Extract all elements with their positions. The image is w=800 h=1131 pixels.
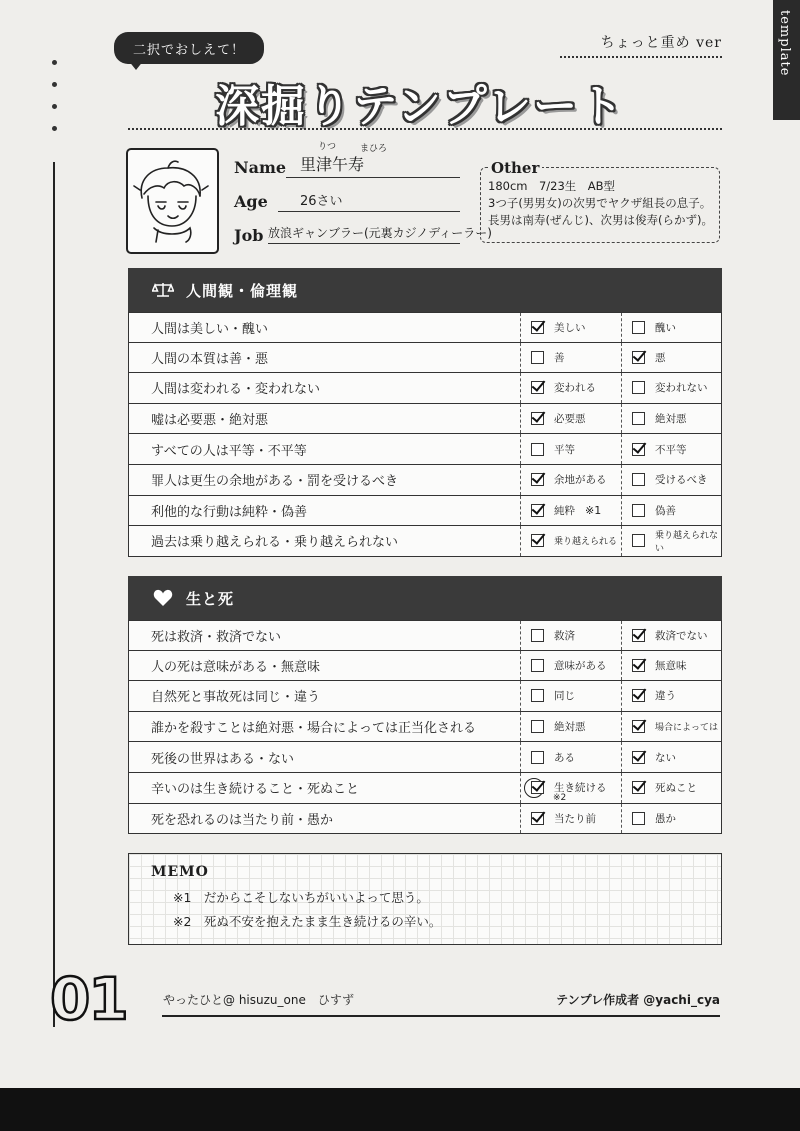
question-row (128, 526, 722, 557)
page-title: 深掘りテンプレート (215, 81, 626, 132)
age-underline (278, 211, 460, 212)
question-text: 罪人は更生の余地がある・罰を受けるべき (129, 465, 521, 495)
question-row (128, 712, 722, 743)
option-a[interactable] (521, 465, 621, 495)
option-label: 無意味 (655, 659, 687, 672)
option-label: 悪 (655, 351, 666, 364)
question-text: 死を恐れるのは当たり前・愚か (129, 804, 521, 834)
checkbox[interactable] (531, 629, 544, 642)
checkbox[interactable] (531, 689, 544, 702)
job-label: Job (234, 226, 264, 245)
name-underline (286, 177, 460, 178)
question-text: 嘘は必要悪・絶対悪 (129, 404, 521, 434)
section-title: 人間観・倫理観 (186, 281, 299, 300)
job-underline (268, 243, 460, 244)
question-text: 辛いのは生き続けること・死ぬこと (129, 773, 521, 803)
bottom-bar (0, 1088, 800, 1131)
option-a[interactable] (521, 651, 621, 681)
option-label: 純粋 (554, 504, 575, 517)
memo-line: ※1 だからこそしないちがいいよって思う。 (173, 890, 429, 905)
question-row (128, 496, 722, 527)
name-label: Name (234, 158, 287, 177)
decor-dot (52, 60, 57, 65)
other-line: 3つ子(男男女)の次男でヤクザ組長の息子。 (488, 196, 712, 210)
memo-line: ※2 死ぬ不安を抱えたまま生き続けるの辛い。 (173, 914, 442, 929)
option-a[interactable] (521, 712, 621, 742)
option-label: 場合によっては (655, 723, 719, 734)
page-number: 01 (50, 965, 127, 1033)
bubble-tail (128, 60, 144, 70)
footnote-mark: ※2 (553, 792, 567, 803)
option-label: 違う (655, 690, 676, 703)
checked-checkbox[interactable] (531, 473, 544, 486)
question-list (128, 312, 722, 557)
checked-checkbox[interactable] (531, 812, 544, 825)
option-b[interactable] (621, 404, 721, 434)
option-label: 死ぬこと (655, 782, 697, 795)
checked-checkbox[interactable] (531, 781, 544, 794)
checked-checkbox[interactable] (632, 443, 645, 456)
question-row (128, 312, 722, 343)
section-life-death (128, 576, 722, 834)
option-label: 乗り越えられる (554, 537, 618, 548)
other-notes (488, 178, 718, 229)
question-row (128, 404, 722, 435)
age-label: Age (234, 192, 268, 211)
option-label: 平等 (554, 443, 575, 456)
option-a[interactable] (521, 773, 621, 803)
option-label: 受けるべき (655, 474, 708, 487)
option-a[interactable] (521, 496, 621, 526)
name-furigana: りつ (318, 142, 337, 152)
option-a[interactable] (521, 373, 621, 403)
section-title: 生と死 (186, 589, 235, 608)
checkbox[interactable] (531, 351, 544, 364)
question-row (128, 434, 722, 465)
checked-checkbox[interactable] (531, 412, 544, 425)
memo-title: MEMO (151, 864, 209, 880)
avatar (126, 148, 219, 254)
template-tab (773, 0, 800, 120)
option-b[interactable] (621, 712, 721, 742)
memo-box (128, 853, 722, 945)
question-text: 人間は美しい・醜い (129, 313, 521, 342)
header-bubble: 二択でおしえて！ (114, 32, 264, 64)
option-b[interactable] (621, 526, 721, 556)
question-row (128, 343, 722, 374)
option-a[interactable] (521, 526, 621, 556)
option-label: 醜い (655, 321, 676, 334)
option-label: ある (554, 751, 575, 764)
option-label: 絶対悪 (655, 413, 687, 426)
option-b[interactable] (621, 651, 721, 681)
question-text: 死は救済・救済でない (129, 621, 521, 650)
option-label: 美しい (554, 321, 586, 334)
option-a[interactable] (521, 681, 621, 711)
option-b[interactable] (621, 621, 721, 650)
question-text: すべての人は平等・不平等 (129, 434, 521, 464)
checkbox[interactable] (632, 504, 645, 517)
option-label: 同じ (554, 690, 575, 703)
checkbox[interactable] (632, 381, 645, 394)
title-divider (128, 128, 722, 130)
option-label: ない (655, 751, 676, 764)
option-b[interactable] (621, 804, 721, 834)
option-b[interactable] (621, 681, 721, 711)
checked-checkbox[interactable] (531, 504, 544, 517)
decor-dot (52, 126, 57, 131)
question-text: 人の死は意味がある・無意味 (129, 651, 521, 681)
question-text: 誰かを殺すことは絶対悪・場合によっては正当化される (129, 712, 521, 742)
done-by: やったひと@ hisuzu_one ひすず (163, 993, 354, 1007)
option-label: 乗り越えられない (655, 530, 719, 554)
question-row (128, 681, 722, 712)
checked-checkbox[interactable] (632, 751, 645, 764)
checked-checkbox[interactable] (632, 720, 645, 733)
other-label: Other (488, 159, 542, 177)
option-label: 絶対悪 (554, 721, 586, 734)
option-label: 善 (554, 351, 565, 364)
option-a[interactable] (521, 742, 621, 772)
side-rule (53, 162, 55, 1027)
question-text: 過去は乗り越えられる・乗り越えられない (129, 526, 521, 556)
question-row (128, 620, 722, 651)
option-a[interactable] (521, 621, 621, 650)
question-row (128, 773, 722, 804)
job-value: 放浪ギャンブラー(元裏カジノディーラー) (268, 226, 492, 240)
scales-icon (152, 281, 174, 299)
section-header (128, 268, 722, 312)
checked-checkbox[interactable] (632, 781, 645, 794)
checked-checkbox[interactable] (632, 629, 645, 642)
option-b[interactable] (621, 742, 721, 772)
template-tab-label: template (777, 10, 792, 77)
age-value: 26さい (300, 194, 343, 209)
question-text: 死後の世界はある・ない (129, 742, 521, 772)
option-label: 救済でない (655, 629, 708, 642)
option-a[interactable] (521, 343, 621, 373)
checkbox[interactable] (531, 659, 544, 672)
character-sketch-icon (128, 150, 217, 252)
question-text: 人間の本質は善・悪 (129, 343, 521, 373)
name-furigana: まひろ (360, 144, 388, 154)
option-label: 愚か (655, 812, 676, 825)
checked-checkbox[interactable] (632, 659, 645, 672)
section-ethics (128, 268, 722, 557)
checkbox[interactable] (632, 412, 645, 425)
option-label: 意味がある (554, 659, 607, 672)
decor-dot (52, 82, 57, 87)
heart-icon (152, 589, 174, 607)
question-row (128, 651, 722, 682)
question-row (128, 742, 722, 773)
checkbox[interactable] (531, 720, 544, 733)
question-row (128, 465, 722, 496)
option-label: 余地がある (554, 474, 607, 487)
checked-checkbox[interactable] (531, 321, 544, 334)
checked-checkbox[interactable] (632, 351, 645, 364)
option-label: 変われる (554, 382, 596, 395)
checked-checkbox[interactable] (531, 381, 544, 394)
checkbox[interactable] (632, 812, 645, 825)
section-header (128, 576, 722, 620)
question-row (128, 804, 722, 835)
header-subtitle: ちょっと重め ver (560, 32, 722, 58)
checked-checkbox[interactable] (531, 534, 544, 547)
footnote-mark: ※1 (585, 503, 602, 517)
option-label: 変われない (655, 382, 708, 395)
option-b[interactable] (621, 773, 721, 803)
checked-checkbox[interactable] (632, 689, 645, 702)
checkbox[interactable] (531, 443, 544, 456)
option-label: 偽善 (655, 504, 676, 517)
option-a[interactable] (521, 434, 621, 464)
question-row (128, 373, 722, 404)
option-a[interactable] (521, 804, 621, 834)
option-label: 不平等 (655, 443, 687, 456)
option-label: 生き続ける (554, 782, 607, 795)
checkbox[interactable] (632, 534, 645, 547)
checkbox[interactable] (632, 321, 645, 334)
option-b[interactable] (621, 434, 721, 464)
option-b[interactable] (621, 313, 721, 342)
option-b[interactable] (621, 373, 721, 403)
checkbox[interactable] (531, 751, 544, 764)
name-value: 里津午寿 (300, 155, 365, 174)
decor-dot (52, 104, 57, 109)
option-b[interactable] (621, 465, 721, 495)
question-text: 自然死と事故死は同じ・違う (129, 681, 521, 711)
question-text: 人間は変われる・変われない (129, 373, 521, 403)
footer-rule (162, 1015, 720, 1017)
option-a[interactable] (521, 313, 621, 342)
other-line: 180cm 7/23生 AB型 (488, 179, 616, 193)
option-label: 当たり前 (554, 812, 596, 825)
other-line: 長男は南寿(ぜんじ)、次男は俊寿(らかず)。 (488, 213, 713, 227)
option-b[interactable] (621, 496, 721, 526)
option-label: 必要悪 (554, 413, 586, 426)
question-text: 利他的な行動は純粋・偽善 (129, 496, 521, 526)
option-label: 救済 (554, 629, 575, 642)
checkbox[interactable] (632, 473, 645, 486)
option-b[interactable] (621, 343, 721, 373)
template-credit: テンプレ作成者 @yachi_cya (556, 993, 720, 1007)
option-a[interactable] (521, 404, 621, 434)
question-list (128, 620, 722, 834)
